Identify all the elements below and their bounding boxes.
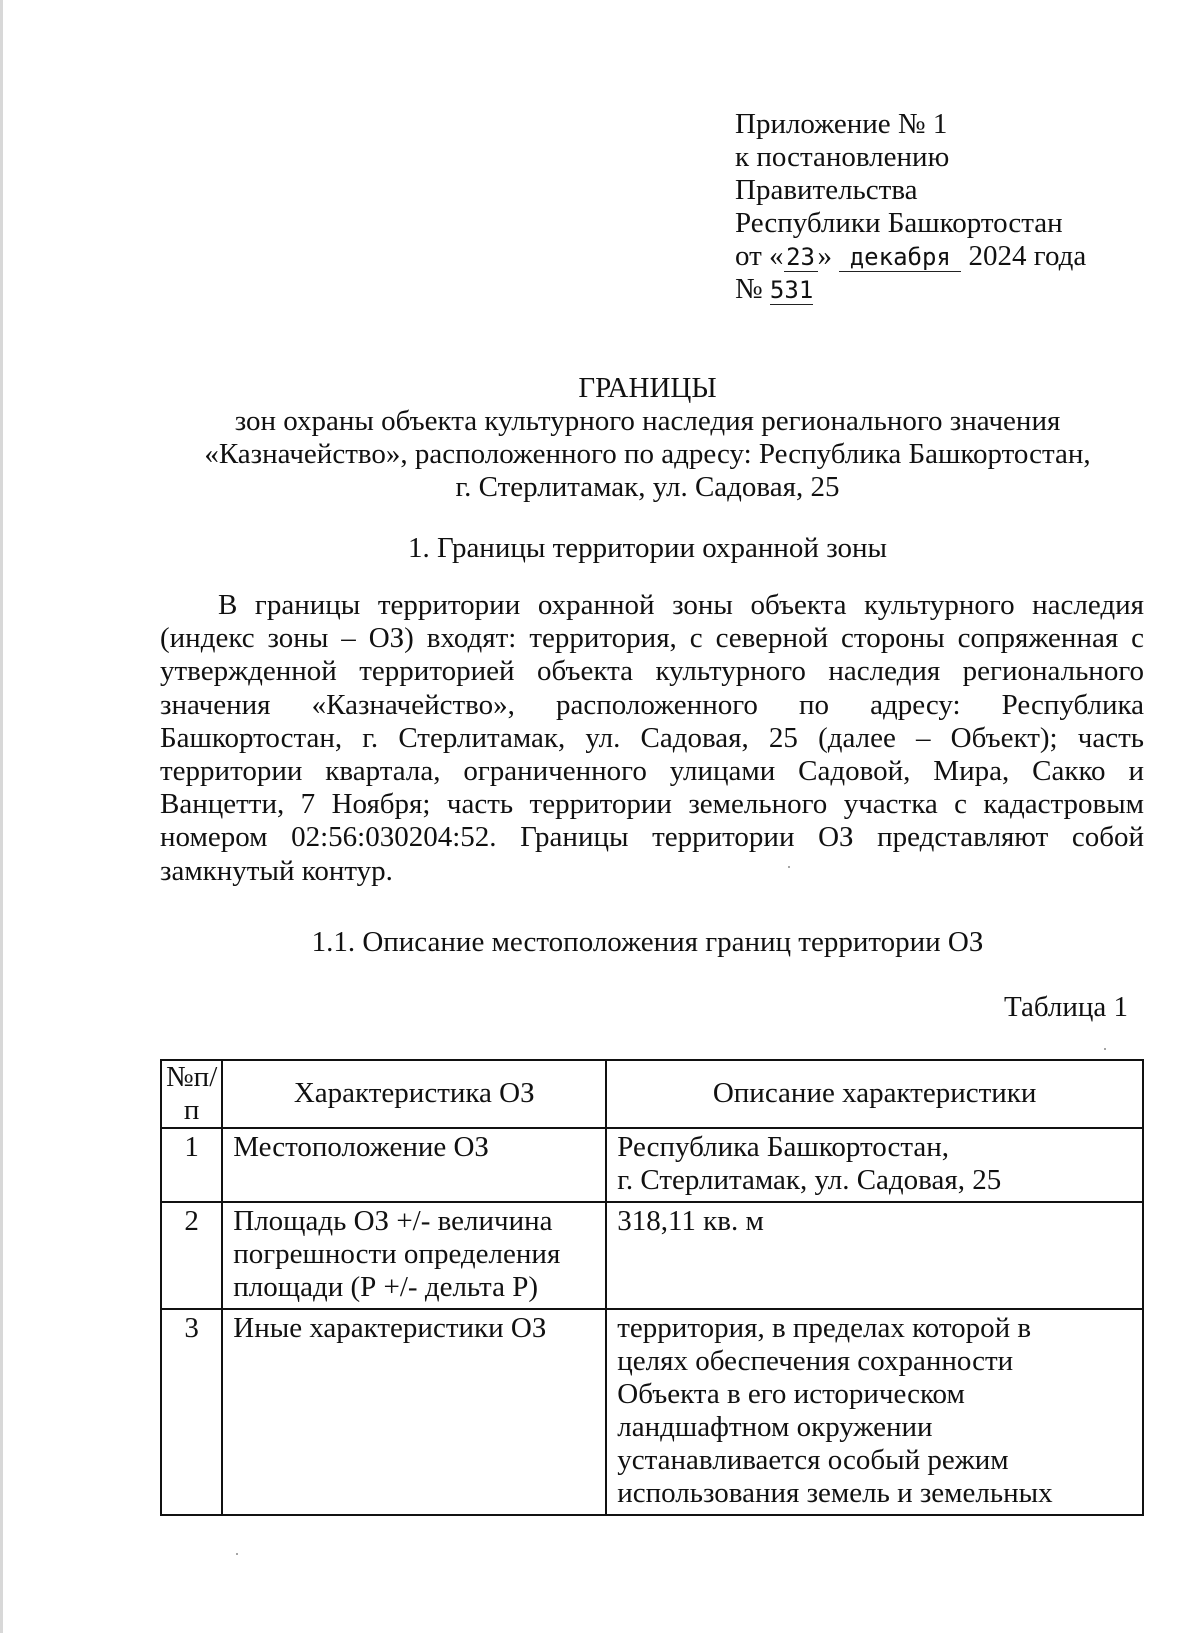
header-number-line: п/п: [183, 1061, 218, 1126]
appendix-date: [735, 240, 1086, 273]
section-1-heading: 1. Границы территории охранной зоны: [408, 532, 887, 564]
table-row: [161, 1128, 1143, 1202]
section-1-paragraph: В границы территории охранной зоны объекта культурного наследия (индекс зоны – ОЗ) входят: территория, с северной стороны сопряженная с утвержденной территорией объекта культурного наследия регионального значения «Казначейство», расположенного по адресу: Республика Башкортостан, г. Стерлитамак, ул. Садовая, 25 (далее – Объект); часть территории квартала, ограниченного улицами Садовой, Мира, Сакко и Ванцетти, 7 Ноября; часть территории земельного участка с кадастровым номером 02:56:030204:52. Границы территории ОЗ представляют собой замкнутый контур.: [160, 589, 1144, 887]
subtitle-line: «Казначейство», расположенного по адресу: Республика Башкортостан,: [204, 438, 1091, 470]
subtitle-line: зон охраны объекта культурного наследия регионального значения: [234, 405, 1061, 437]
header-description: Описание характеристики: [606, 1060, 1143, 1128]
cell-line: площади (Р +/- дельта Р): [233, 1271, 538, 1303]
date-prefix: от «: [735, 240, 784, 272]
row-characteristic: [222, 1202, 606, 1309]
subtitle-line: г. Стерлитамак, ул. Садовая, 25: [455, 471, 840, 503]
row-number: 3: [161, 1309, 222, 1515]
row-description: [606, 1309, 1143, 1515]
scan-speck: [1104, 1048, 1106, 1050]
appendix-line: Приложение № 1: [735, 108, 948, 140]
characteristics-table: [160, 1059, 1144, 1516]
cell-line: Иные характеристики ОЗ: [233, 1312, 547, 1344]
table-row: [161, 1202, 1143, 1309]
appendix-number: [735, 273, 1086, 306]
appendix-block: [735, 108, 1086, 306]
scan-speck: [236, 1553, 238, 1555]
table-header-row: [161, 1060, 1143, 1128]
row-description: [606, 1202, 1143, 1309]
date-mid: »: [817, 240, 833, 272]
cell-line: использования земель и земельных: [617, 1477, 1053, 1509]
document-subtitle: [150, 405, 1145, 504]
cell-line: устанавливается особый режим: [617, 1444, 1009, 1476]
cell-line: территория, в пределах которой в: [617, 1312, 1032, 1344]
cell-line: ландшафтном окружении: [617, 1411, 933, 1443]
scan-edge: [0, 0, 3, 1633]
row-characteristic: [222, 1128, 606, 1202]
header-number: [161, 1060, 222, 1128]
cell-line: целях обеспечения сохранности: [617, 1345, 1014, 1377]
date-year: 2024 года: [968, 240, 1087, 272]
cell-line: погрешности определения: [233, 1238, 561, 1270]
date-day: 23: [784, 243, 818, 272]
row-number: 1: [161, 1128, 222, 1202]
scan-speck: [788, 866, 790, 868]
date-month: декабря: [839, 243, 961, 272]
row-number: 2: [161, 1202, 222, 1309]
number-prefix: №: [735, 273, 763, 305]
cell-line: Объекта в его историческом: [617, 1378, 965, 1410]
cell-line: г. Стерлитамак, ул. Садовая, 25: [617, 1164, 1002, 1196]
cell-line: Площадь ОЗ +/- величина: [233, 1205, 553, 1237]
header-characteristic: Характеристика ОЗ: [222, 1060, 606, 1128]
header-number-line: №: [166, 1061, 194, 1093]
cell-line: 318,11 кв. м: [617, 1205, 764, 1237]
appendix-line: Республики Башкортостан: [735, 207, 1063, 239]
table-label: Таблица 1: [1004, 991, 1129, 1023]
section-1-1-heading: 1.1. Описание местоположения границ территории ОЗ: [311, 926, 984, 958]
appendix-line: Правительства: [735, 174, 918, 206]
document-title: ГРАНИЦЫ: [578, 372, 717, 404]
cell-line: Республика Башкортостан,: [617, 1131, 950, 1163]
row-characteristic: [222, 1309, 606, 1515]
appendix-line: к постановлению: [735, 141, 950, 173]
cell-line: Местоположение ОЗ: [233, 1131, 489, 1163]
row-description: [606, 1128, 1143, 1202]
table-row: [161, 1309, 1143, 1515]
decree-number: 531: [769, 276, 814, 304]
